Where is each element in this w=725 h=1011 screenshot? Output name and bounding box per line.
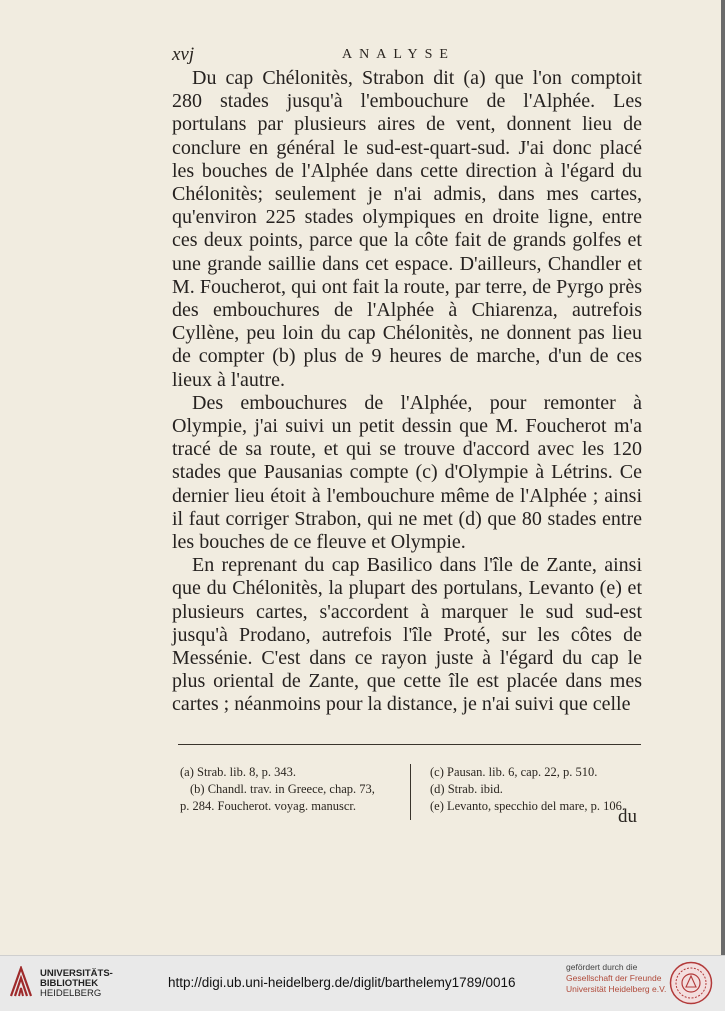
permalink-url[interactable]: http://digi.ub.uni-heidelberg.de/diglit/barthelemy1789/0016 [168,975,516,990]
footnote-rule [178,744,641,745]
university-seal-icon [669,961,713,1005]
paragraph-3: En reprenant du cap Basilico dans l'île de Zante, ainsi que du Chélonitès, la plupart des portulans, Levanto (e) et plusieurs cartes, s'accordent à marquer le sud sud-est jusqu'à Prodano, autrefois l'île Proté, sur les côtes de Messénie. C'est dans ce rayon juste à l'égard du cap le plus oriental de Zante, que cette île est placée dans mes cartes ; néanmoins pour la distance, je n'ai suivi que celle [172,554,642,716]
page-folio: xvj [172,44,195,65]
catchword: du [618,806,637,827]
footnote-divider [410,764,411,820]
footnotes-right [430,764,642,815]
footnote-e: (e) Levanto, specchio del mare, p. 106. [430,799,626,813]
footnotes-left [180,764,392,815]
library-name[interactable] [40,969,113,999]
viewer-footer [0,955,725,1011]
footnote-d: (d) Strab. ibid. [430,782,503,796]
footnote-b-cont: p. 284. Foucherot. voyag. manuscr. [180,799,357,813]
library-name-line1: UNIVERSITÄTS- [40,968,113,979]
footnote-c: (c) Pausan. lib. 6, cap. 22, p. 510. [430,765,598,779]
library-name-line3: HEIDELBERG [40,988,102,999]
footnote-a: (a) Strab. lib. 8, p. 343. [180,765,296,779]
running-title: ANALYSE [342,47,455,62]
library-logo-icon[interactable] [9,966,33,998]
sponsor-line3: Universität Heidelberg e.V. [566,984,667,994]
library-name-line2: BIBLIOTHEK [40,978,99,989]
body-text [172,67,642,717]
sponsor-line2: Gesellschaft der Freunde [566,973,662,983]
page-header [172,44,642,66]
footnote-b: (b) Chandl. trav. in Greece, chap. 73, [190,782,375,796]
sponsor-line1: gefördert durch die [566,962,638,972]
paragraph-2: Des embouchures de l'Alphée, pour remonter à Olympie, j'ai suivi un petit dessin que M. Foucherot m'a tracé de sa route, et qui se trouve d'accord avec les 120 stades que Pausanias compte (c) d'Olympie à Létrins. Ce dernier lieu étoit à l'embouchure même de l'Alphée ; ainsi il faut corriger Strabon, qui ne met (d) que 80 stades entre les bouches de ce fleuve et Olympie. [172,391,642,554]
sponsor-note [566,962,666,995]
paragraph-1: Du cap Chélonitès, Strabon dit (a) que l'on comptoit 280 stades jusqu'à l'embouchure de l'Alphée. Les portulans par plusieurs aires de vent, donnent lieu de conclure en général le sud-est-quart-sud. J'ai donc placé les bouches de l'Alphée dans cette direction à l'égard du Chélonitès; seulement je n'ai admis, dans mes cartes, qu'environ 225 stades olympiques en droite ligne, entre ces deux points, parce que la côte fait de grands golfes et une grande saillie dans cet espace. D'ailleurs, Chandler et M. Foucherot, qui ont fait la route, par terre, de Pyrgo près des embouchures de l'Alphée à Chiarenza, autrefois Cyllène, peu loin du cap Chélonitès, ne donnent pas lieu de compter (b) plus de 9 heures de marche, d'un de ces lieux à l'autre. [172,67,642,391]
